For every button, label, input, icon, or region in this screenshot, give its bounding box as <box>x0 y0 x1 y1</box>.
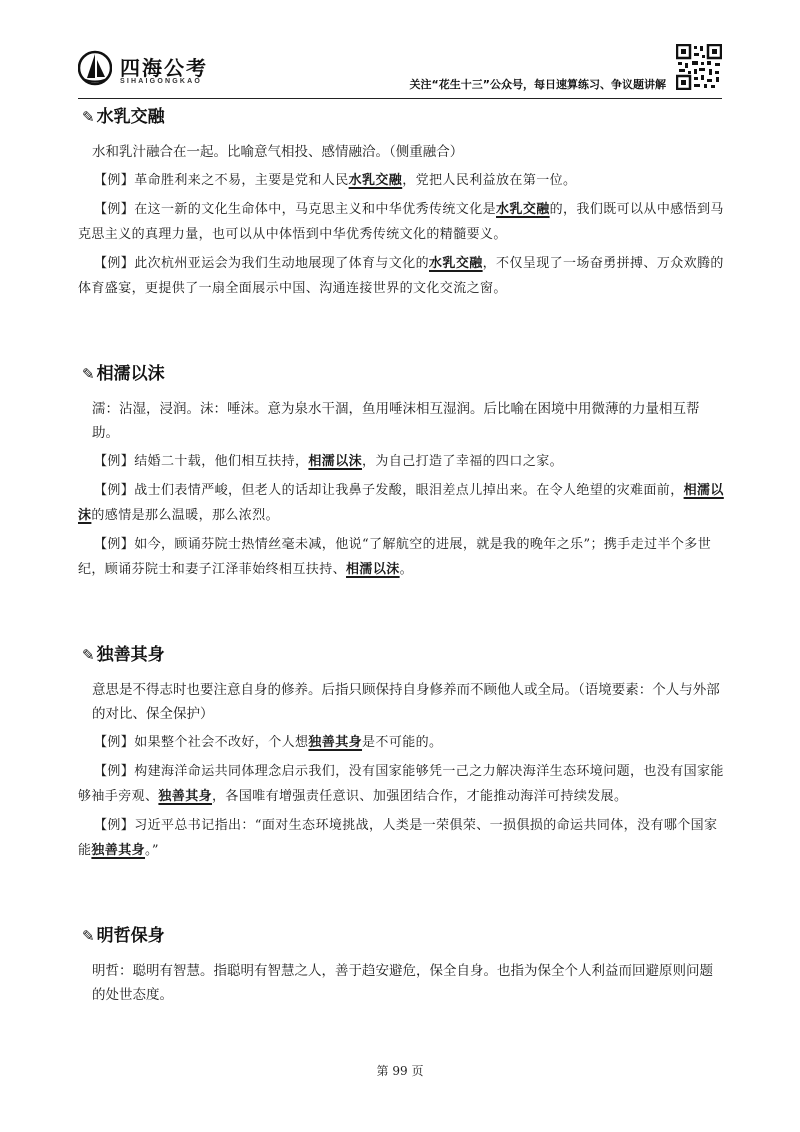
example-sentence: 【例】如今，顾诵芬院士热情丝毫未减，他说“了解航空的进展，就是我的晚年之乐”；携手走过半个多世纪，顾诵芬院士和妻子江泽菲始终相互扶持、相濡以沫。 <box>78 537 712 577</box>
entry-title: ✎ 相濡以沫 <box>82 364 165 384</box>
idiom-highlight: 独善其身 <box>308 735 363 750</box>
idiom-highlight: 水乳交融 <box>348 173 403 188</box>
example-sentence: 【例】构建海洋命运共同体理念启示我们，没有国家能够凭一己之力解决海洋生态环境问题，也没有国家能够袖手旁观、独善其身，各国唯有增强责任意识、加强团结合作，才能推动海洋可持续发展。 <box>78 764 724 804</box>
example-sentence: 【例】在这一新的文化生命体中，马克思主义和中华优秀传统文化是水乳交融的，我们既可以从中感悟到马克思主义的真理力量，也可以从中体悟到中华优秀传统文化的精髓要义。 <box>78 202 724 242</box>
pencil-icon: ✎ <box>82 365 95 383</box>
example-sentence: 【例】结婚二十载，他们相互扶持，相濡以沫，为自己打造了幸福的四口之家。 <box>94 454 564 469</box>
pencil-icon: ✎ <box>82 108 95 126</box>
logo-subtitle: SIHAIGONGKAO <box>120 78 203 85</box>
sailboat-logo-icon <box>78 48 112 88</box>
logo-text: 四海公考 <box>120 56 208 80</box>
idiom-highlight: 独善其身 <box>91 843 146 858</box>
entry-ming-zhe-bao-shen <box>78 923 724 1007</box>
page-content <box>78 104 724 1011</box>
entry-meaning: 意思是不得志时也要注意自身的修养。后指只顾保持自身修养而不顾他人或全局。（语境要素：个人与外部的对比、保全保护） <box>92 682 720 722</box>
pencil-icon: ✎ <box>82 646 95 664</box>
entry-title: ✎ 独善其身 <box>82 645 165 665</box>
example-sentence: 【例】如果整个社会不改好，个人想独善其身是不可能的。 <box>94 735 443 750</box>
example-sentence: 【例】战士们表情严峻，但老人的话却让我鼻子发酸，眼泪差点儿掉出来。在令人绝望的灾难面前，相濡以沫的感情是那么温暖，那么浓烈。 <box>78 483 724 523</box>
idiom-highlight: 相濡以沫 <box>346 562 400 577</box>
entry-meaning: 水和乳汁融合在一起。比喻意气相投、感情融洽。（侧重融合） <box>92 144 464 160</box>
entry-title: ✎ 水乳交融 <box>82 107 165 127</box>
entry-du-shan-qi-shen <box>78 642 724 863</box>
idiom-highlight: 水乳交融 <box>429 256 483 271</box>
page-header <box>78 40 722 99</box>
idiom-highlight: 独善其身 <box>158 789 213 804</box>
entry-xiang-ru-yi-mo <box>78 361 724 582</box>
qr-code-icon <box>676 44 722 90</box>
example-sentence: 【例】习近平总书记指出：“面对生态环境挑战，人类是一荣俱荣、一损俱损的命运共同体，没有哪个国家能独善其身。” <box>78 818 718 858</box>
header-slogan: 关注“花生十三”公众号，每日速算练习、争议题讲解 <box>409 78 666 91</box>
example-sentence: 【例】革命胜利来之不易，主要是党和人民水乳交融，党把人民利益放在第一位。 <box>94 173 577 188</box>
idiom-highlight: 相濡以沫 <box>308 454 363 469</box>
entry-meaning: 明哲：聪明有智慧。指聪明有智慧之人，善于趋安避危，保全自身。也指为保全个人利益而回避原则问题的处世态度。 <box>92 963 713 1003</box>
entry-title: ✎ 明哲保身 <box>82 926 165 946</box>
entry-shui-ru-jiao-rong <box>78 104 724 301</box>
idiom-highlight: 水乳交融 <box>496 202 550 217</box>
idiom-highlight: 相濡以沫 <box>78 483 724 523</box>
page-number: 第 99 页 <box>376 1064 424 1078</box>
example-sentence: 【例】此次杭州亚运会为我们生动地展现了体育与文化的水乳交融，不仅呈现了一场奋勇拼搏、万众欢腾的体育盛宴，更提供了一扇全面展示中国、沟通连接世界的文化交流之窗。 <box>78 256 724 296</box>
entry-meaning: 濡：沾湿，浸润。沫：唾沫。意为泉水干涸，鱼用唾沫相互湿润。后比喻在困境中用微薄的力量相互帮助。 <box>92 401 700 441</box>
pencil-icon: ✎ <box>82 927 95 945</box>
